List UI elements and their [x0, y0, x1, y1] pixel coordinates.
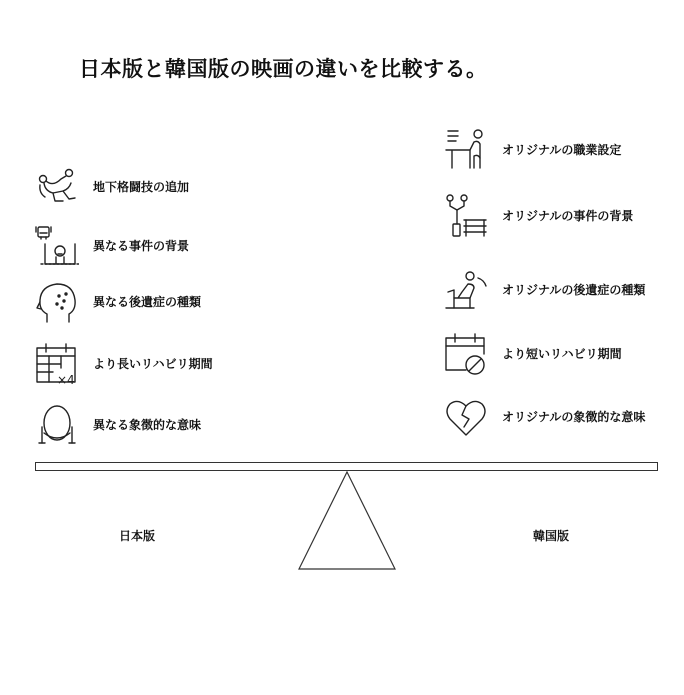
right-item-label: オリジナルの後遺症の種類 [502, 283, 646, 297]
right-item-incident-background [444, 194, 652, 238]
page-title: 日本版と韓国版の映画の違いを比較する。 [79, 57, 488, 81]
right-item-occupation [444, 128, 652, 172]
right-item-label: オリジナルの象徴的な意味 [502, 410, 646, 424]
right-item-label: オリジナルの事件の背景 [502, 209, 634, 223]
balance-beam [35, 462, 658, 471]
left-item-label: 異なる後遺症の種類 [93, 295, 202, 309]
seated-person-icon [444, 268, 488, 312]
svg-text:×4: ×4 [57, 373, 75, 386]
wrestling-icon [35, 165, 79, 209]
right-item-label: オリジナルの職業設定 [502, 143, 622, 157]
left-item-underground-fighting [35, 165, 189, 209]
right-item-symbolic-meaning [444, 395, 652, 439]
mirror-icon [35, 403, 79, 447]
left-item-symbolic-meaning [35, 403, 201, 447]
left-item-incident-background [35, 224, 189, 268]
left-item-aftereffect-type [35, 280, 201, 324]
left-side-label: 日本版 [119, 529, 156, 543]
broken-heart-icon [444, 395, 488, 439]
calendar-times-four-icon [35, 342, 79, 386]
right-item-aftereffect-type [444, 268, 652, 312]
right-item-label: より短いリハビリ期間 [502, 347, 622, 361]
left-item-label: より長いリハビリ期間 [93, 357, 213, 371]
left-item-label: 地下格闘技の追加 [93, 180, 190, 194]
right-item-shorter-rehab [444, 332, 652, 376]
desk-worker-icon [444, 128, 488, 172]
left-item-longer-rehab [35, 342, 213, 386]
park-bench-icon [444, 194, 488, 238]
head-injury-icon [35, 280, 79, 324]
fulcrum-triangle [298, 471, 396, 571]
right-side-label: 韓国版 [533, 529, 570, 543]
scene-screen-icon [35, 224, 79, 268]
calendar-no-icon [444, 332, 488, 376]
left-item-label: 異なる事件の背景 [93, 239, 190, 253]
left-item-label: 異なる象徴的な意味 [93, 418, 202, 432]
